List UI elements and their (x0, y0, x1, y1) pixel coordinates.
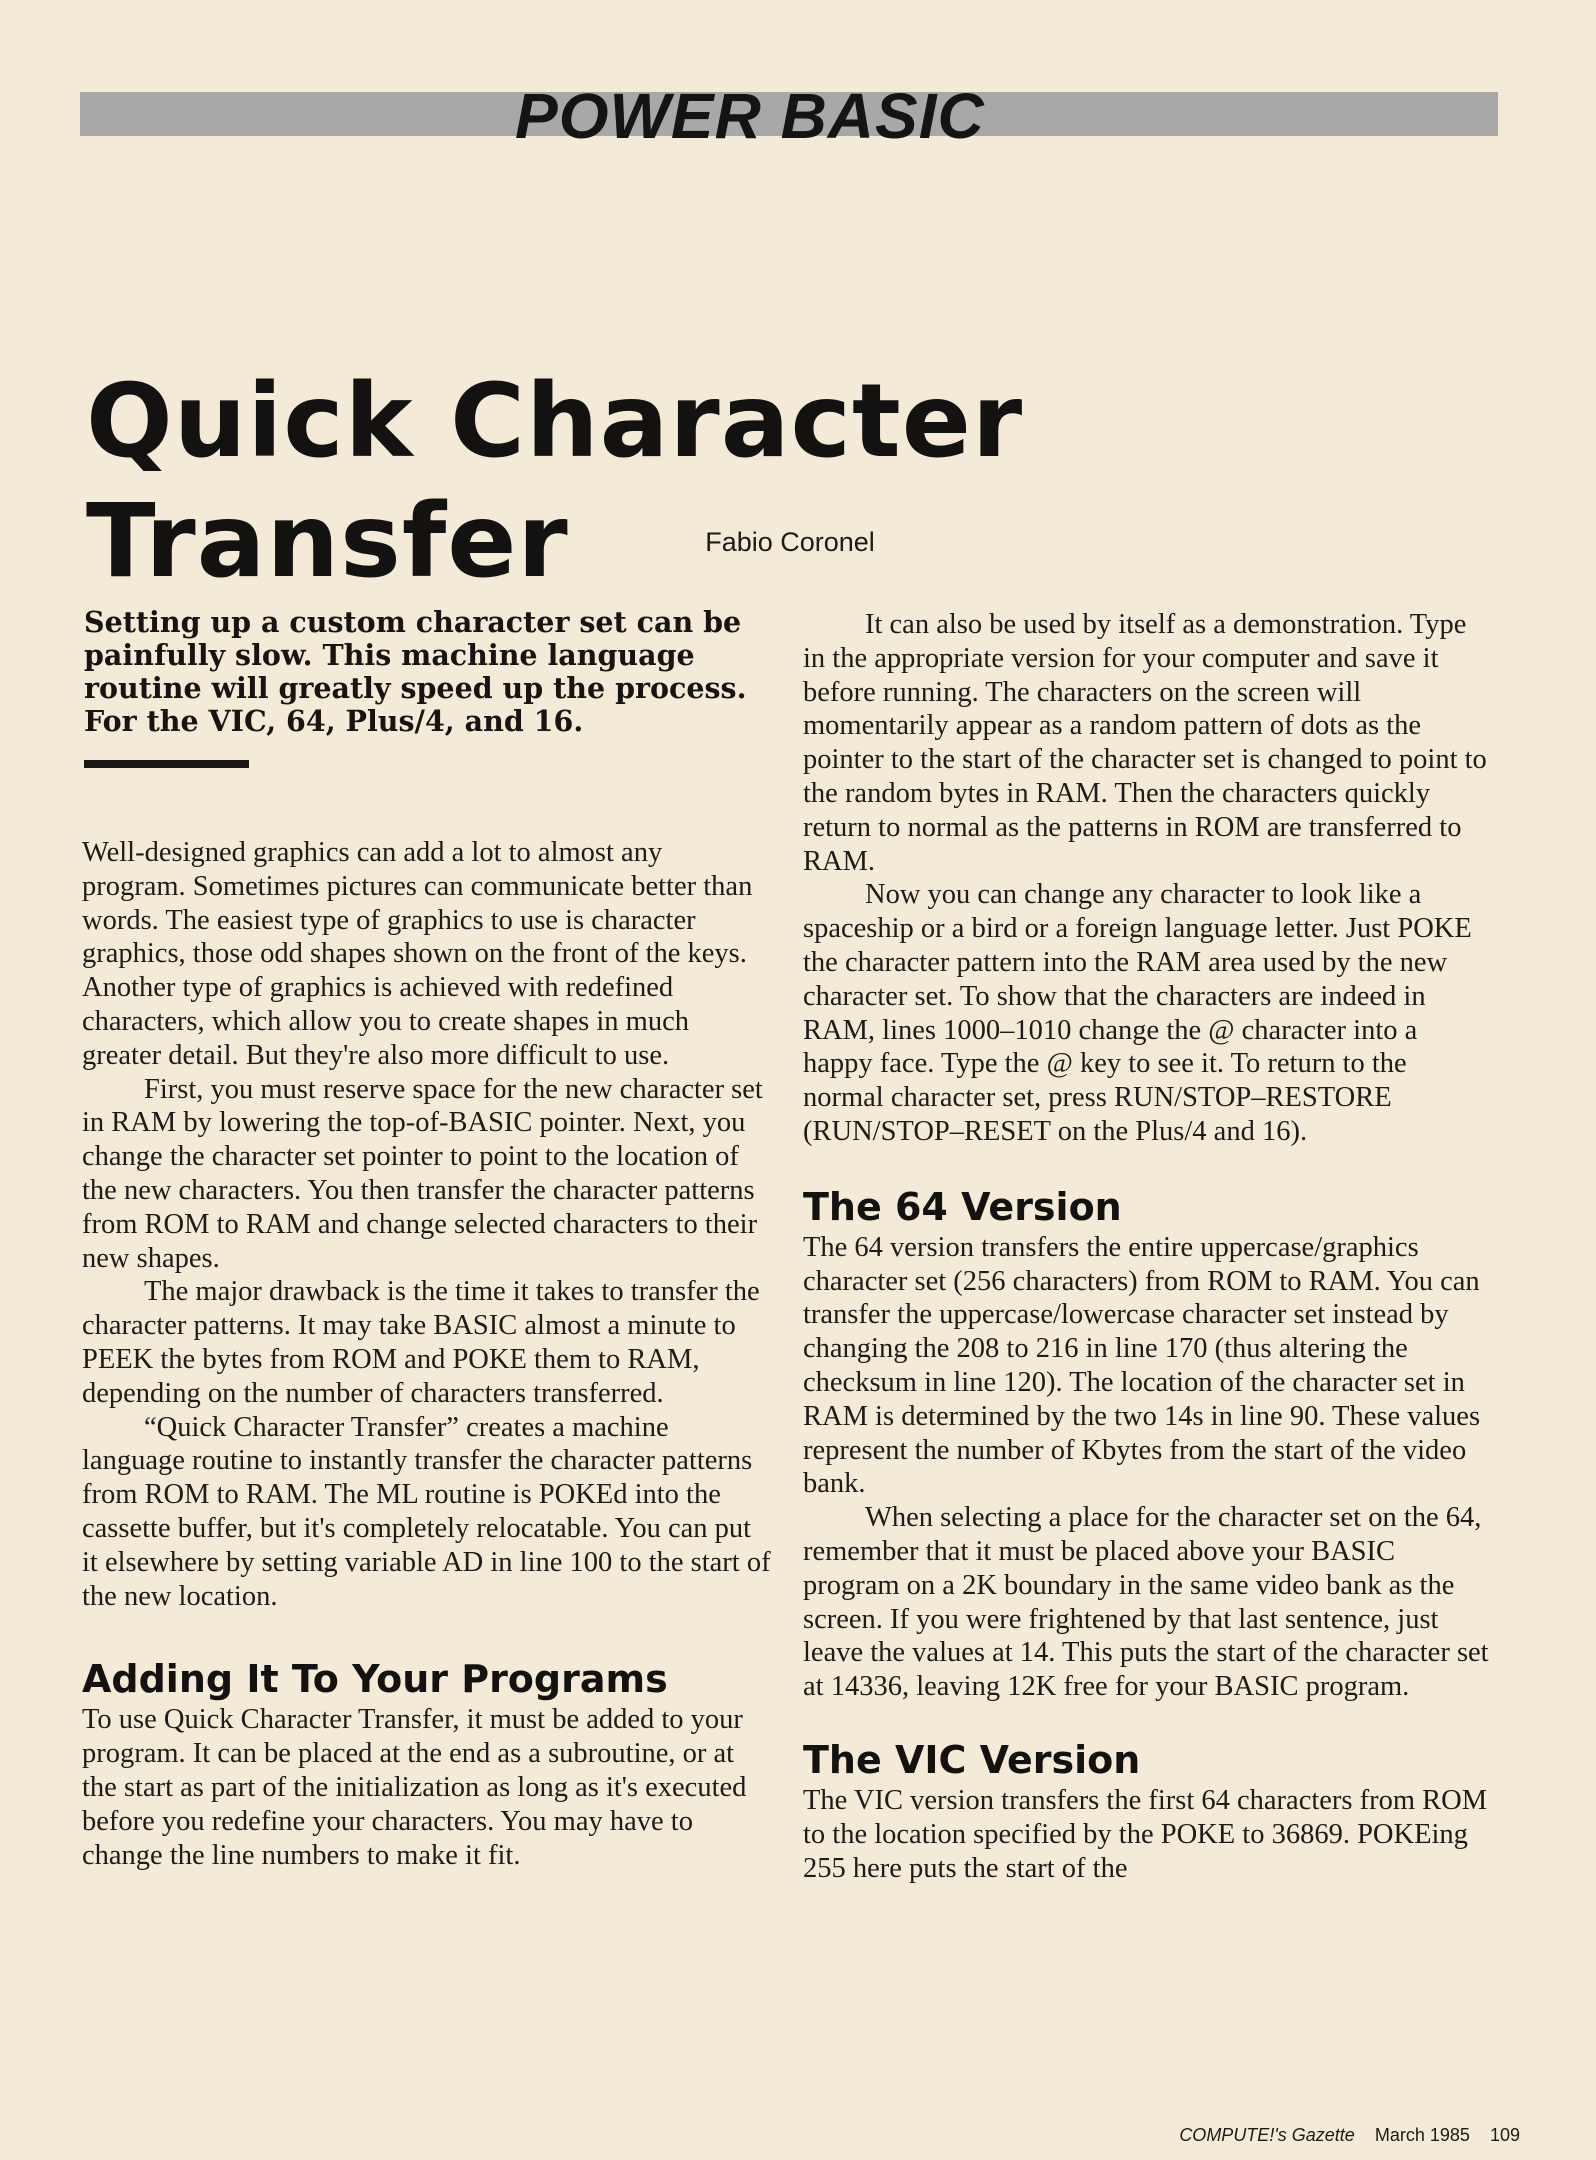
body-paragraph: To use Quick Character Transfer, it must be added to your program. It can be placed at the end as a subroutine, or at the start as part of the initialization as long as it's executed before you redefine your characters. You may have to change the line numbers to make it fit. (82, 1704, 747, 1871)
subheading-adding: Adding It To Your Programs (82, 1657, 668, 1702)
body-paragraph: First, you must reserve space for the new character set in RAM by lowering the top-of-BASIC pointer. Next, you change the character set pointer to point to the location of the new characters. You then transfer the character patterns from ROM to RAM and change selected characters to their new shapes. (82, 1073, 763, 1274)
footer-date: March 1985 (1374, 2125, 1470, 2145)
footer-page-number: 109 (1489, 2125, 1520, 2145)
body-paragraph: Now you can change any character to look like a spaceship or a bird or a foreign language letter. Just POKE the character pattern into the RAM area used by the new character set. To show that the characters are indeed in RAM, lines 1000–1010 change the @ character into a happy face. Type the @ key to see it. To return to the normal character set, press RUN/STOP–RESTORE (RUN/STOP–RESET on the Plus/4 and 16). (803, 879, 1472, 1147)
body-paragraph: It can also be used by itself as a demonstration. Type in the appropriate version for your computer and save it before running. The characters on the screen will momentarily appear as a random pattern of dots as the pointer to the start of the character set is changed to point to the random bytes in RAM. Then the characters quickly return to normal as the patterns in ROM are transferred to RAM. (803, 609, 1487, 877)
deck-divider (84, 760, 249, 768)
footer-spacer (1475, 2125, 1485, 2145)
body-paragraph: The VIC version transfers the first 64 characters from ROM to the location specified by the POKE to 36869. POKEing 255 here puts the start of the (803, 1784, 1488, 1884)
section-title: POWER BASIC (515, 80, 985, 152)
left-column (82, 836, 772, 1872)
article-author: Fabio Coronel (705, 527, 875, 557)
footer-magazine: COMPUTE!'s Gazette (1179, 2125, 1355, 2145)
right-column (803, 608, 1493, 1885)
page-footer (1120, 2124, 1520, 2146)
body-paragraph: The 64 version transfers the entire uppercase/graphics character set (256 characters) from ROM to RAM. You can transfer the uppercase/lowercase character set instead by changing the 208 to 216 in line 170 (thus altering the checksum in line 120). The location of the character set in RAM is determined by the two 14s in line 90. These values represent the number of Kbytes from the start of the video bank. (803, 1231, 1481, 1500)
body-paragraph: When selecting a place for the character set on the 64, remember that it must be placed above your BASIC program on a 2K boundary in the same video bank as the screen. If you were frightened by that last sentence, just leave the values at 14. This puts the start of the character set at 14336, leaving 12K free for your BASIC program. (803, 1502, 1489, 1703)
subheading-64-version: The 64 Version (803, 1184, 1122, 1229)
subheading-vic-version: The VIC Version (803, 1737, 1141, 1782)
body-paragraph: “Quick Character Transfer” creates a machine language routine to instantly transfer the character patterns from ROM to RAM. The ML routine is POKEd into the cassette buffer, but it's completely relocatable. You can put it elsewhere by setting variable AD in line 100 to the start of the new location. (82, 1411, 771, 1612)
article-title: Quick Character Transfer (86, 362, 1024, 601)
body-paragraph: The major drawback is the time it takes to transfer the character patterns. It may take BASIC almost a minute to PEEK the bytes from ROM and POKE them to RAM, depending on the number of characters transferred. (82, 1276, 760, 1409)
body-paragraph: Well-designed graphics can add a lot to almost any program. Sometimes pictures can communicate better than words. The easiest type of graphics to use is character graphics, those odd shapes shown on the front of the keys. Another type of graphics is achieved with redefined characters, which allow you to create shapes in much greater detail. But they're also more difficult to use. (82, 837, 753, 1071)
footer-spacer (1360, 2125, 1370, 2145)
article-deck: Setting up a custom character set can be painfully slow. This machine language routine will greatly speed up the process. For the VIC, 64, Plus/4, and 16. (84, 605, 747, 738)
